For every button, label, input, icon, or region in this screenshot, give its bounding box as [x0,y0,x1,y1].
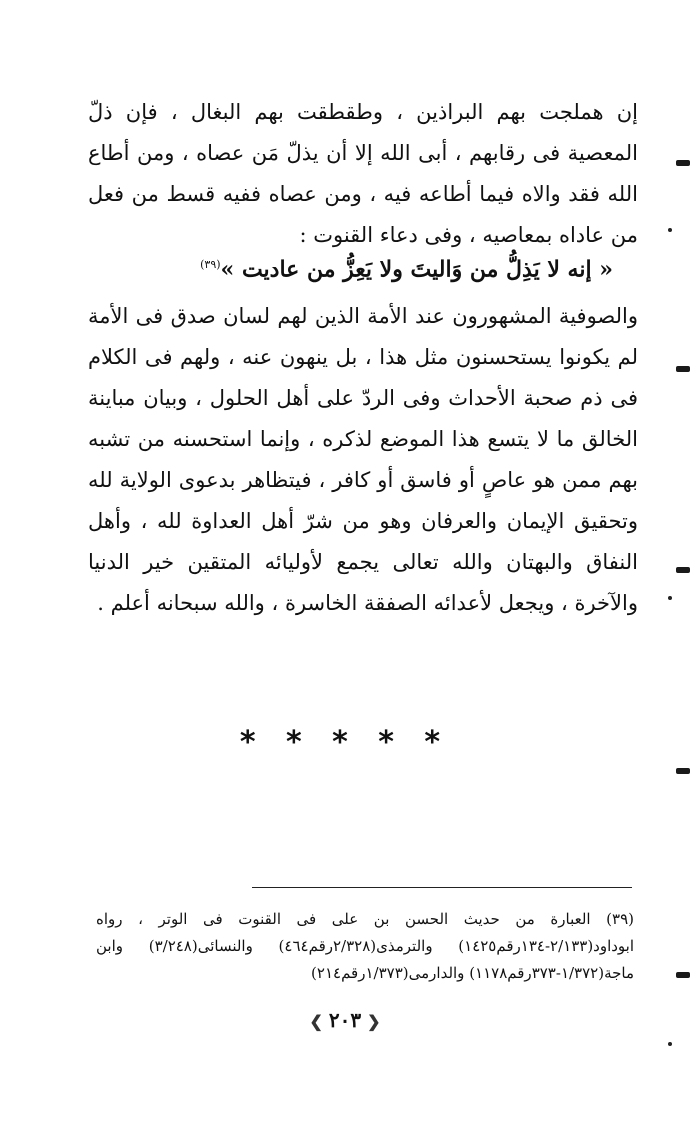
left-ornament-icon: ❮ [367,1012,381,1031]
footnote-divider [252,887,632,888]
body-paragraph-2: والصوفية المشهورون عند الأمة الذين لهم لسان صدق فى الأمة لم يكونوا يستحسنون مثل هذا ، بل ينهون عنه ، ولهم فى الكلام فى ذم صحبة الأحداث وفى الردّ على أهل الحلول ، وبيان مباينة الخالق ما لا يتسع هذا الموضع لذكره ، وإنما استحسنه من تشبه بهم ممن هو عاصٍ أو فاسق أو كافر ، فيتظاهر بدعوى الولاية لله وتحقيق الإيمان والعرفان وهو من شرّ أهل العداوة لله ، وأهل النفاق والبهتان والله تعالى يجمع لأوليائه المتقين خير الدنيا والآخرة ، ويجعل لأعدائه الصفقة الخاسرة ، والله سبحانه أعلم . [88,304,638,615]
footnote-ref-39: (٣٩) [200,258,221,271]
scan-edge-mark [676,366,690,372]
page-number: ٢٠٣ [328,1008,362,1032]
page-number-block [0,1008,690,1032]
scan-edge-dot [668,1042,672,1046]
scan-edge-mark [676,768,690,774]
scan-edge-dot [668,596,672,600]
footnote-39: (٣٩) العبارة من حديث الحسن بن على فى القنوت فى الوتر ، رواه ابوداود(٢/١٣٣-١٣٤رقم١٤٢٥) والترمذى(٢/٣٢٨رقم٤٦٤) والنسائى(٣/٢٤٨) وابن ماجة(١/٣٧٢-٣٧٣رقم١١٧٨) والدارمى(١/٣٧٣رقم٢١٤) [96,910,635,982]
scan-edge-dot [668,228,672,232]
scan-edge-mark [676,160,690,166]
hadith-quote [88,245,613,289]
section-separator: * * * * * [239,725,451,760]
scan-edge-mark [676,972,690,978]
right-ornament-icon: ❯ [309,1012,323,1031]
scan-edge-mark [676,567,690,573]
hadith-quote-text: « إنه لا يَذِلُّ من وَاليتَ ولا يَعِزُّ من عاديت » [220,256,613,283]
body-paragraph-1: إن هملجت بهم البراذين ، وطقطقت بهم البغال ، فإن ذلّ المعصية فى رقابهم ، أبى الله إلا أن يذلّ مَن عصاه ، ومن أطاع الله فقد والاه فيما أطاعه فيه ، ومن عصاه ففيه قسط من فعل من عاداه بمعاصيه ، وفى دعاء القنوت : [88,100,638,247]
